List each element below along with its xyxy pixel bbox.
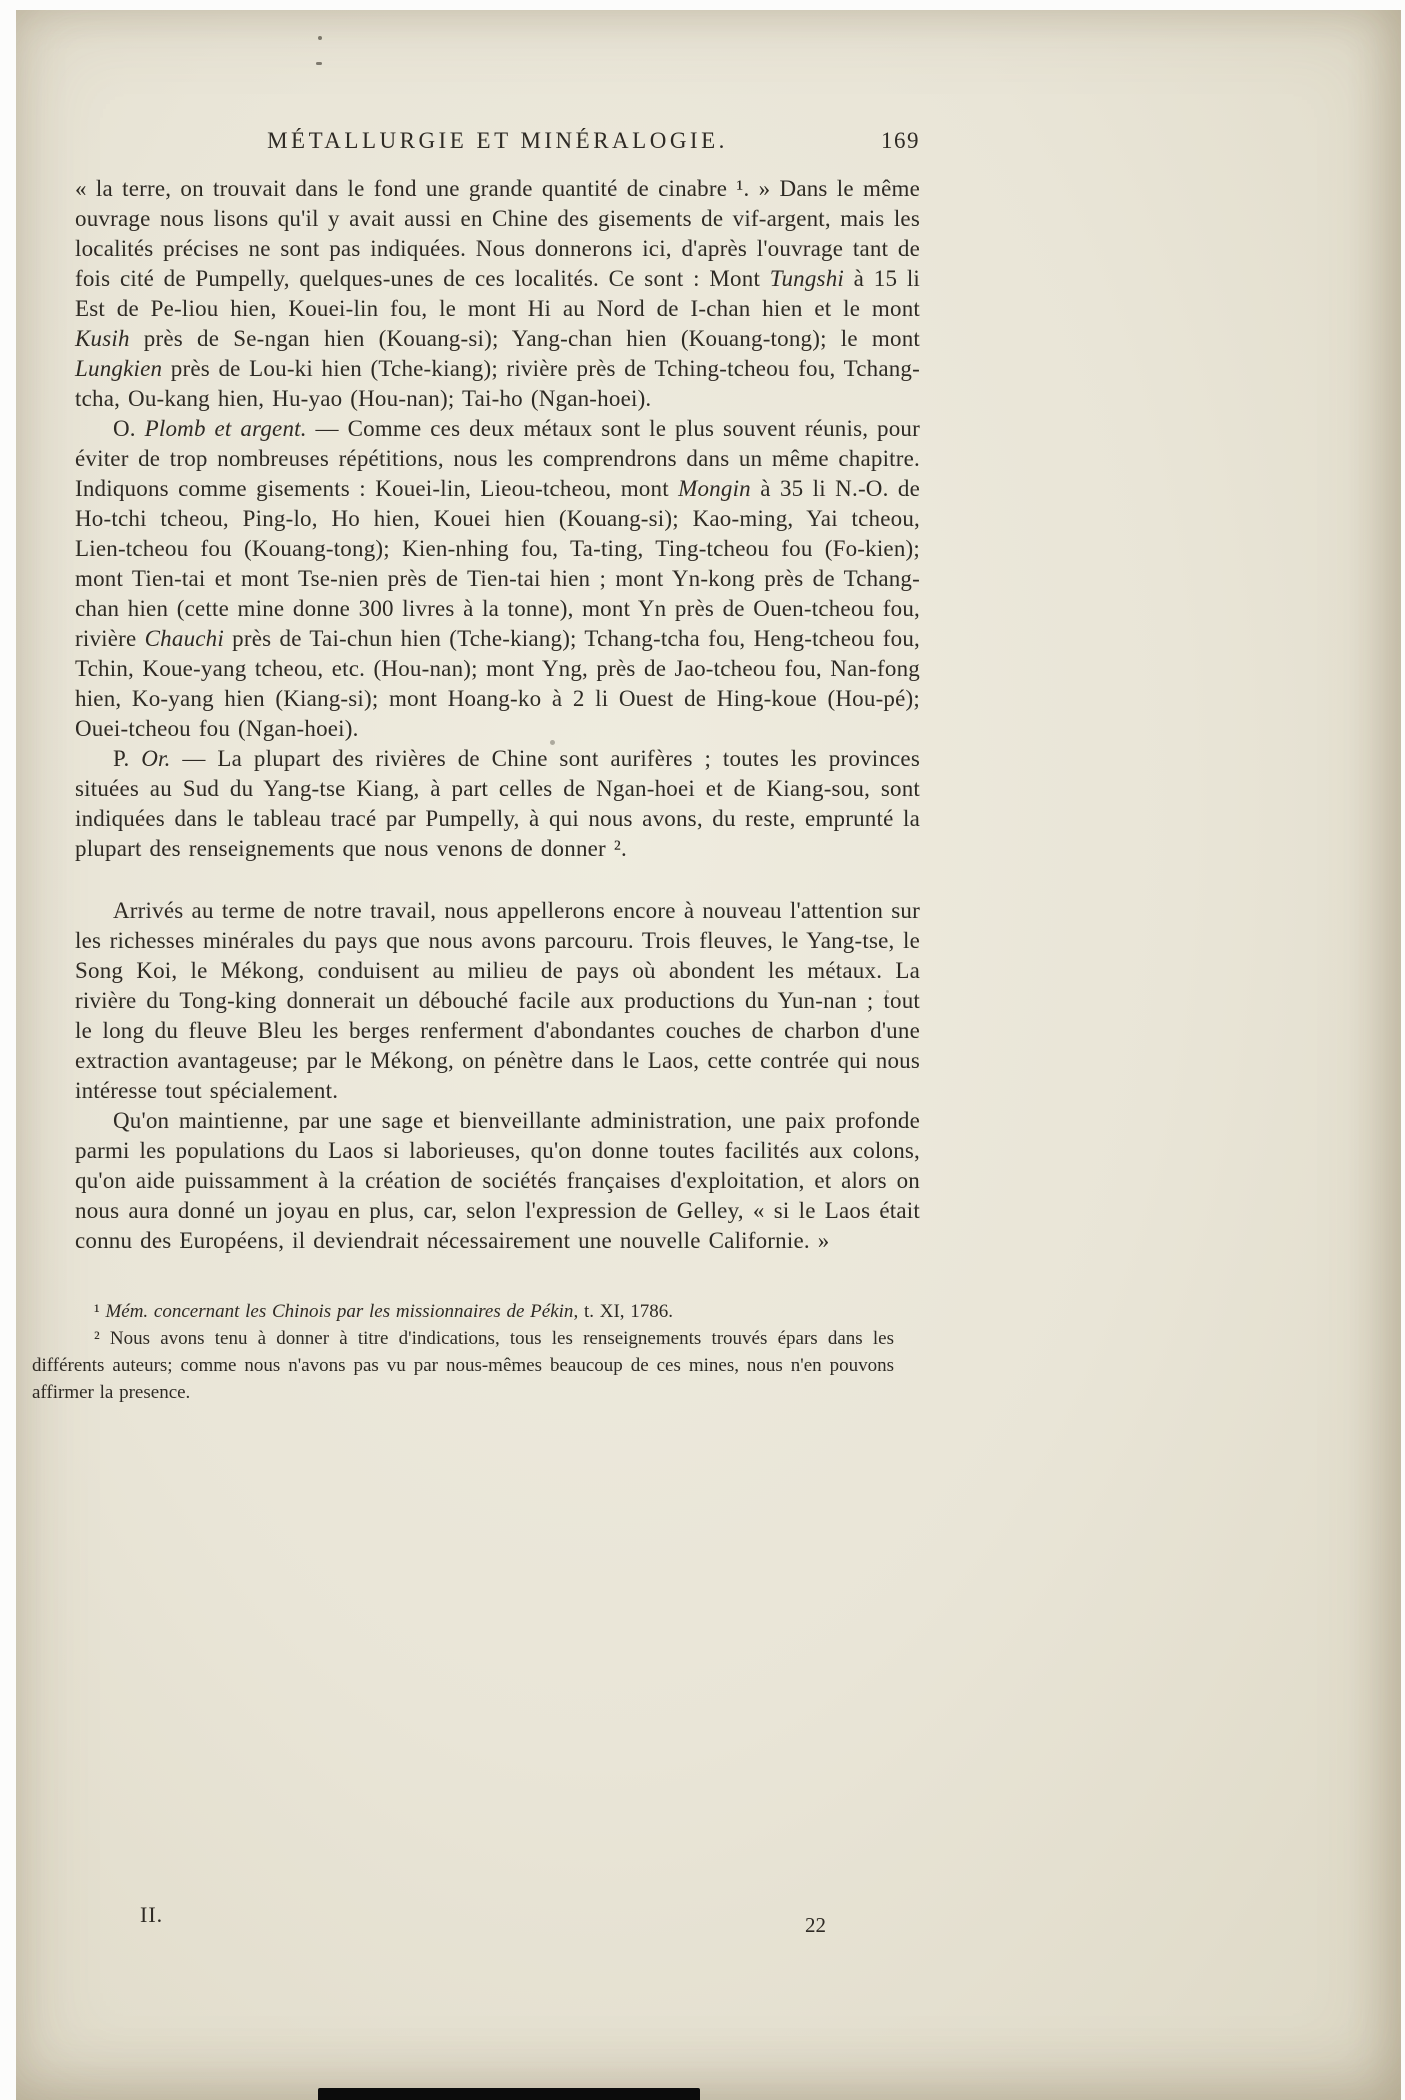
paragraph-conclusion-1: Arrivés au terme de notre travail, nous appellerons encore à nouveau l'attention sur les richesses minérales du pays que nous avons parcouru. Trois fleuves, le Yang-tse, le Song Koi, le Mékong, conduisent au milieu de pays où abondent les métaux. La rivière du Tong-king donnerait un débouché facile aux productions du Yun-nan ; tout le long du fleuve Bleu les berges renferment d'abondantes couches de charbon d'une extraction avantageuse; par le Mékong, on pénètre dans le Laos, cette contrée qui nous intéresse tout spécialement. (75, 898, 920, 1103)
scan-speck (318, 36, 322, 40)
scan-speck (316, 62, 322, 65)
footnote-2: ² Nous avons tenu à donner à titre d'indications, tous les renseignements trouvés épars dans les différents auteurs; comme nous n'avons pas vu par nous-mêmes beaucoup de ces mines, nous n'en pouvons affirmer la presence. (32, 1328, 894, 1403)
book-page-paper (16, 10, 1401, 2100)
paragraph-conclusion-2: Qu'on maintienne, par une sage et bienveillante administration, une paix profonde parmi les populations du Laos si laborieuses, qu'on donne toutes facilités aux colons, qu'on aide puissamment à la création de sociétés françaises d'exploitation, et alors on nous aura donné un joyau en plus, car, selon l'expression de Gelley, « si le Laos était connu des Européens, il deviendrait nécessairement une nouvelle Californie. » (75, 1108, 920, 1253)
paragraph-plomb-et-argent: O. Plomb et argent. — Comme ces deux métaux sont le plus souvent réunis, pour éviter de trop nombreuses répétitions, nous les comprendrons dans un même chapitre. Indiquons comme gisements : Kouei-lin, Lieou-tcheou, mont Mongin à 35 li N.-O. de Ho-tchi tcheou, Ping-lo, Ho hien, Kouei hien (Kouang-si); Kao-ming, Yai tcheou, Lien-tcheou fou (Kouang-tong); Kien-nhing fou, Ta-ting, Ting-tcheou fou (Fo-kien); mont Tien-tai et mont Tse-nien près de Tien-tai hien ; mont Yn-kong près de Tchang-chan hien (cette mine donne 300 livres à la tonne), mont Yn près de Ouen-tcheou fou, rivière Chauchi près de Tai-chun hien (Tche-kiang); Tchang-tcha fou, Heng-tcheou fou, Tchin, Koue-yang tcheou, etc. (Hou-nan); mont Yng, près de Jao-tcheou fou, Nan-fong hien, Ko-yang hien (Kiang-si); mont Hoang-ko à 2 li Ouest de Hing-koue (Hou-pé); Ouei-tcheou fou (Ngan-hoei). (75, 416, 920, 741)
footnotes-block (32, 1298, 894, 1406)
volume-numeral: II. (140, 1902, 164, 1927)
scan-artifact-bar (318, 2088, 700, 2100)
paragraph-continuation: « la terre, on trouvait dans le fond une grande quantité de cinabre ¹. » Dans le même ouvrage nous lisons qu'il y avait aussi en Chine des gisements de vif-argent, mais les localités précises ne sont pas indiquées. Nous donnerons ici, d'après l'ouvrage tant de fois cité de Pumpelly, quelques-unes de ces localités. Ce sont : Mont Tungshi à 15 li Est de Pe-liou hien, Kouei-lin fou, le mont Hi au Nord de I-chan hien et le mont Kusih près de Se-ngan hien (Kouang-si); Yang-chan hien (Kouang-tong); le mont Lungkien près de Lou-ki hien (Tche-kiang); rivière près de Tching-tcheou fou, Tchang-tcha, Ou-kang hien, Hu-yao (Hou-nan); Tai-ho (Ngan-hoei). (75, 176, 921, 411)
page-number: 169 (881, 128, 920, 153)
footnote-1: ¹ Mém. concernant les Chinois par les missionnaires de Pékin, t. XI, 1786. (94, 1301, 674, 1322)
running-head (75, 128, 920, 154)
sheet-signature: 22 (805, 1913, 826, 1937)
paragraph-or: P. Or. — La plupart des rivières de Chine sont aurifères ; toutes les provinces situées au Sud du Yang-tse Kiang, à part celles de Ngan-hoei et de Kiang-sou, sont indiquées dans le tableau tracé par Pumpelly, à qui nous avons, du reste, emprunté la plupart des renseignements que nous venons de donner ². (75, 746, 920, 861)
body-text (75, 174, 920, 1256)
running-title: MÉTALLURGIE ET MINÉRALOGIE. (267, 128, 728, 153)
page-content (75, 128, 920, 1256)
